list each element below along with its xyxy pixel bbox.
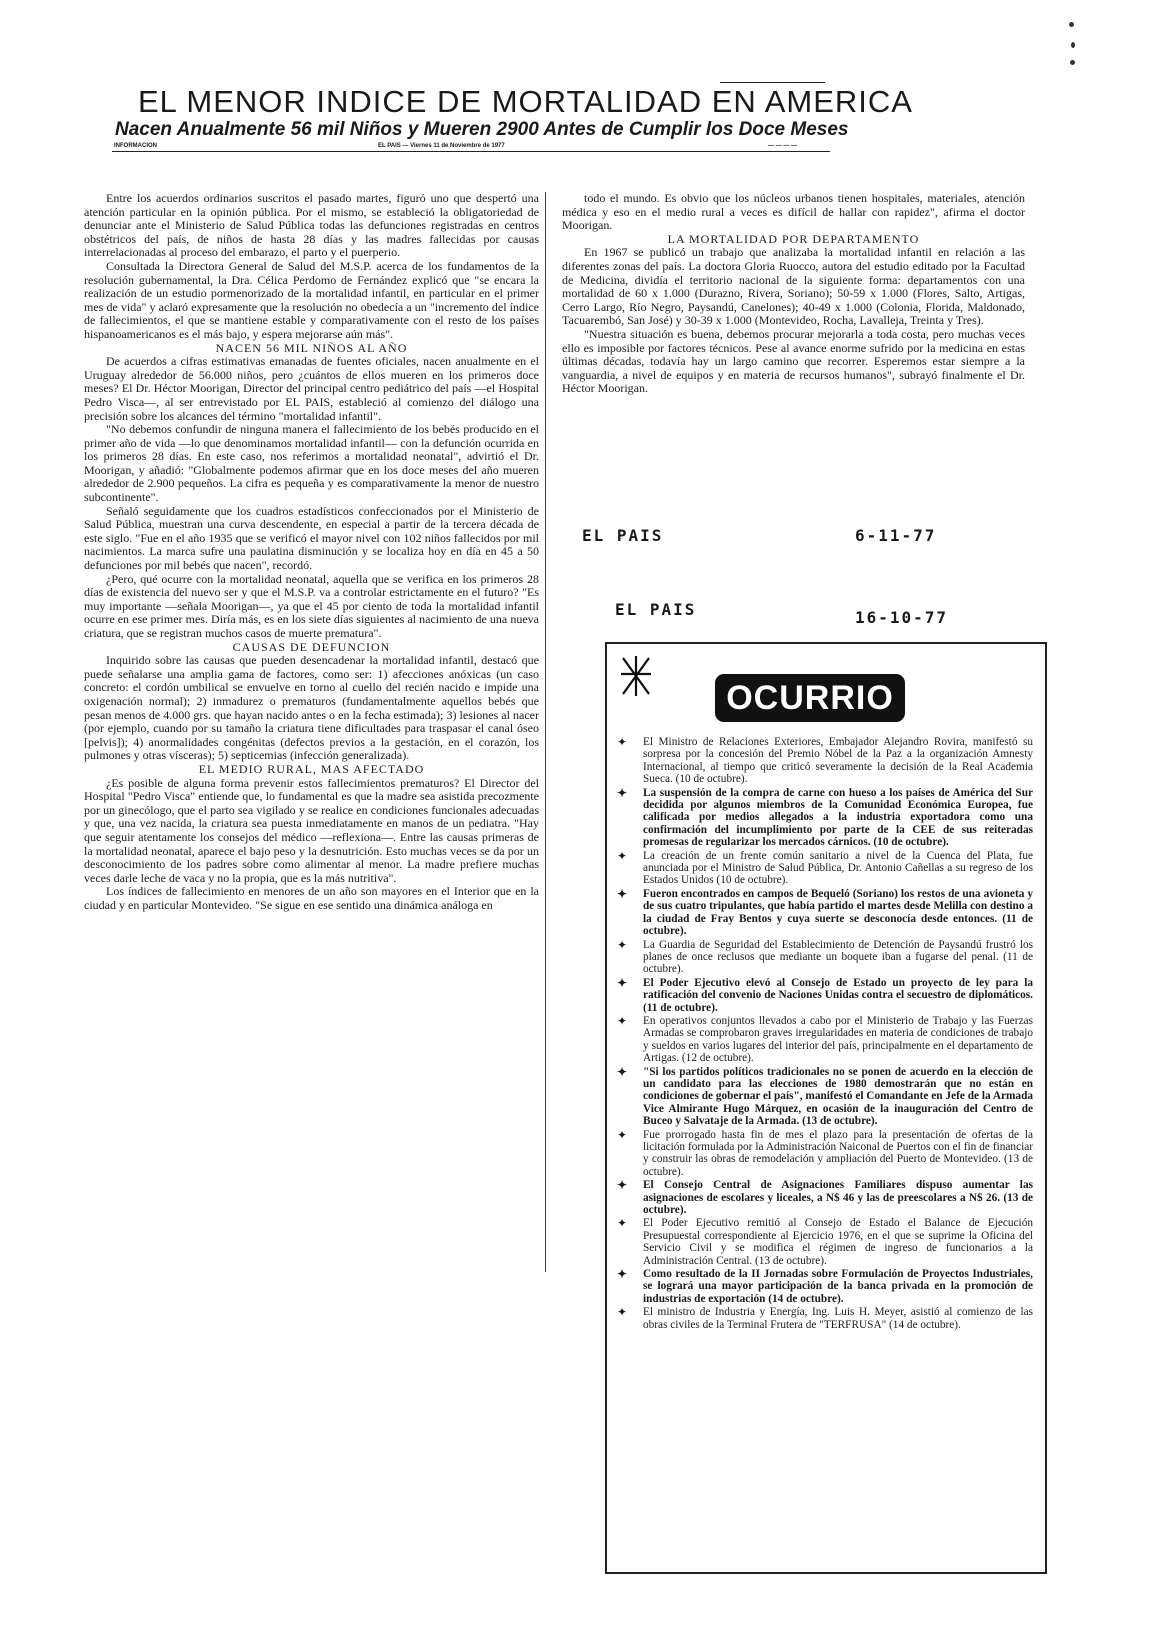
handwritten-date-2: 16-10-77 — [855, 608, 949, 627]
article-paragraph: ¿Es posible de alguna forma prevenir estos fallecimientos prematuros? El Director del Hospital "Pedro Visca" entiende que, lo fundamental es que la madre sea asistida precozmente por un ginecólogo, que el parto sea vigilado y se realice en condiciones funcionales adecuadas y que, una vez nacida, la criatura sea puesta inmediatamente en manos de un pediatra. "Hay que seguir atentamente los consejos del médico —reflexiona—. Entre las causas primeras de la mortalidad neonatal, aparece el bajo peso y la desnutrición. Esto muchas veces se da por un desconocimiento de los padres sobre como alimentar al menor. La madre prefiere muchas veces darle leche de vaca y no la propia, que es la más nutritiva". — [84, 775, 539, 885]
ocurrio-item-text: El Poder Ejecutivo elevó al Consejo de Estado un proyecto de ley para la ratificación del convenio de Naciones Unidas contra el secuestro de diplomáticos. (11 de octubre). — [643, 976, 1033, 1014]
article-paragraph: "Nuestra situación es buena, debemos procurar mejorarla a toda costa, pero muchas veces ello es imposible por factores técnicos. Pese al avance enorme sufrido por la medicina en estas últimas décadas, todavía hay un largo camino que recorrer. Esperemos estar siempre a la vanguardia, a nivel de equipos y en materia de recursos humanos", subrayó finalmente el Dr. Héctor Moorigan. — [562, 326, 1025, 396]
ocurrio-item — [617, 1178, 1033, 1217]
ocurrio-item — [617, 1216, 1033, 1267]
ocurrio-item-text: "Si los partidos políticos tradicionales no se ponen de acuerdo en la elección de un candidato para las elecciones de 1980 demostrarán que no están en condiciones de gobernar el país", manifestó el Comandante en Jefe de la Armada Vice Almirante Hugo Márquez, en ocasión de la inauguración del Centro de Buceo y Salvataje de la Armada. (13 de octubre). — [643, 1065, 1033, 1128]
ocurrio-item — [617, 1013, 1033, 1065]
ocurrio-item — [617, 886, 1033, 938]
article-paragraph: De acuerdos a cifras estimativas emanadas de fuentes oficiales, nacen anualmente en el Uruguay alrededor de 56.000 niños, pero ¿cuántos de ellos mueren en los primeros doce meses? El Dr. Héctor Moorigan, Director del principal centro pediátrico del país —el Hospital Pedro Visca—, al ser entrevistado por EL PAIS, estableció al comienzo del diálogo una precisión sobre los alcances del término "mortalidad infantil". — [84, 354, 539, 423]
bullet-icon: ✦ — [617, 1127, 628, 1142]
article-paragraph: ¿Pero, qué ocurre con la mortalidad neonatal, aquella que se verifica en los primeros 28 días de existencia del nuevo ser y que el M.S.P. va a controlar estrictamente en el futuro? "Es muy importante —señala Moorigan—, ya que el 45 por ciento de toda la mortalidad infantil ocurre en ese primer mes. Diría más, es en los siete días siguientes al nacimiento de una nueva criatura, que se registran muchos casos de muerte prematura". — [84, 571, 539, 640]
ocurrio-item-text: La Guardia de Seguridad del Establecimiento de Detención de Paysandú frustró los planes de once reclusos que mediante un boquete iban a fugarse del penal. (11 de octubre). — [643, 938, 1033, 976]
ocurrio-item — [617, 735, 1033, 786]
dateline-right: — — — — — [768, 143, 798, 149]
handwritten-source-2: EL PAIS — [615, 600, 697, 619]
column-divider — [545, 192, 546, 1272]
handwritten-date-1: 6-11-77 — [855, 526, 937, 545]
subheadline: Nacen Anualmente 56 mil Niños y Mueren 2900 Antes de Cumplir los Doce Meses — [115, 119, 849, 140]
ocurrio-item-text: El Ministro de Relaciones Exteriores, Embajador Alejandro Rovira, manifestó su sorpresa por la concesión del Premio Nóbel de la Paz a la organización Amnesty Internacional, al tiempo que criticó severamente la decisión de la Real Academia Sueca. (10 de octubre). — [643, 736, 1033, 786]
article-paragraph: Entre los acuerdos ordinarios suscritos el pasado martes, figuró uno que despertó una atención particular en la opinión pública. Por el mismo, se estableció la obligatoriedad de denunciar ante el Ministerio de Salud Pública todas las defunciones registradas en centros obstétricos del país, de niños de hasta 28 días y las madres fallecidas por causas interrelacionadas al proceso del embarazo, el parto y el puerperio. — [84, 192, 539, 260]
page-corner-marks — [1065, 16, 1095, 76]
article-subheading: LA MORTALIDAD POR DEPARTAMENTO — [667, 231, 920, 246]
ocurrio-item — [617, 785, 1033, 849]
bullet-icon: ✦ — [617, 848, 628, 863]
article-paragraph: Los índices de fallecimiento en menores de un año son mayores en el Interior que en la ciudad y en particular Montevideo. "Se sigue en ese sentido una dinámica análoga en — [84, 884, 539, 912]
bullet-icon: ✦ — [617, 1064, 628, 1079]
bullet-icon: ✦ — [617, 937, 628, 952]
article-paragraph: En 1967 se publicó un trabajo que analizaba la mortalidad infantil en relación a las diferentes zonas del país. La doctora Gloria Ruocco, autora del estudio editado por la Facultad de Medicina, dividía el territorio nacional de la siguiente forma: departamentos con una mortalidad de 60 x 1.000 (Durazno, Rivera, Soriano); 50-59 x 1.000 (Flores, Salto, Artigas, Cerro Largo, Río Negro, Paysandú, Canelones); 40-49 x 1.000 (Colonia, Florida, Maldonado, Tacuarembó, San José) y 30-39 x 1.000 (Montevideo, Rocha, Lavalleja, Treinta y Tres). — [562, 245, 1025, 328]
ocurrio-item-text: La suspensión de la compra de carne con hueso a los países de América del Sur decidida por algunos miembros de la Comunidad Económica Europea, fue calificada por medios allegados a la industria exportadora como una confirmación del incumplimiento por parte de la CEE de sus reiteradas promesas de regularizar los mercados cárnicos. (10 de octubre). — [643, 786, 1033, 849]
ocurrio-item-text: El Poder Ejecutivo remitió al Consejo de Estado el Balance de Ejecución Presupuestal correspondiente al Ejercicio 1976, en el que se suprime la Oficina del Servicio Civil y se modifica el régimen de ingreso de funcionarios a la Administración Central. (13 de octubre). — [643, 1217, 1033, 1267]
ocurrio-title: OCURRIO — [726, 678, 894, 717]
ocurrio-items — [617, 735, 1033, 1332]
dateline-rule — [112, 151, 830, 152]
article-paragraph: Consultada la Directora General de Salud del M.S.P. acerca de los fundamentos de la resolución gubernamental, la Dra. Célica Perdomo de Fernández explicó que "se encara la realización de un estudio pormenorizado de la mortalidad infantil, en particular en el primer mes de vida" y aclaró expresamente que la resolución no obedecía a un "incremento del índice de fallecimientos, el que se mantiene estable y comparativamente con el resto de los países hispanoamericanos es el más bajo, y espera mejorarse aún más". — [84, 258, 539, 341]
dateline: EL PAIS — Viernes 11 de Noviembre de 1977 — [378, 143, 505, 149]
article-right-column — [562, 192, 1025, 504]
bullet-icon: ✦ — [617, 975, 628, 990]
article-left-column — [84, 192, 539, 1272]
bullet-icon: ✦ — [617, 886, 628, 901]
ocurrio-item — [617, 937, 1033, 976]
bullet-icon: ✦ — [617, 735, 628, 749]
ocurrio-item-text: La creación de un frente común sanitario a nivel de la Cuenca del Plata, fue anunciada por el Ministro de Salud Pública, Dr. Antonio Cañellas a su regreso de los Estados Unidos (10 de octubre). — [643, 849, 1033, 887]
ocurrio-item — [617, 1127, 1033, 1179]
ocurrio-item-text: Fueron encontrados en campos de Bequeló (Soriano) los restos de una avioneta y de sus cuatro tripulantes, que había partido el martes desde Melilla con destino a la ciudad de Fray Bentos y cuya suerte se desconocía desde entonces. (11 de octubre). — [643, 887, 1033, 938]
handwritten-source-1: EL PAIS — [582, 526, 664, 545]
asterisk-mark-icon — [619, 654, 653, 698]
article-paragraph: todo el mundo. Es obvio que los núcleos urbanos tienen hospitales, materiales, atención médica y eso en el medio rural a veces es difícil de hallar con rapidez", afirma el doctor Moorigan. — [562, 192, 1025, 233]
article-paragraph: Inquirido sobre las causas que pueden desencadenar la mortalidad infantil, destacó que puede señalarse una amplia gama de factores, como ser: 1) afecciones anóxicas (un caso concreto: el cordón umbilical se envuelve en torno al cuello del recién nacido e impide una oxigenación normal); 2) inmadurez o prematuros (fundamentalmente aquellos bebés que pesan menos de 4.000 grs. que hayan nacido antes o en la fecha estimada); 3) lesiones al nacer (por ejemplo, cuando por su tamaño la criatura tiene dificultades para traspasar el canal óseo [pelvis]); 4) anormalidades congénitas (defectos previos a la gestación, en el corazón, los pulmones y otras vísceras); 5) septicemias (infección generalizada). — [84, 653, 539, 763]
ocurrio-item-text: El ministro de Industria y Energía, Ing. Luis H. Meyer, asistió al comienzo de las obras civiles de la Terminal Frutera de "TERFRUSA" (14 de octubre). — [643, 1306, 1033, 1331]
bullet-icon: ✦ — [617, 1216, 628, 1231]
ocurrio-item-text: El Consejo Central de Asignaciones Familiares dispuso aumentar las asignaciones de escolares y liceales, a N$ 46 y las de preescolares a N$ 26. (13 de octubre). — [643, 1179, 1033, 1217]
ocurrio-item-text: Como resultado de la II Jornadas sobre Formulación de Proyectos Industriales, se logrará una mayor participación de la banca privada en la promoción de industrias de exportación (14 de octubre). — [643, 1268, 1033, 1305]
ocurrio-item — [617, 975, 1033, 1014]
headline-rule — [720, 82, 825, 83]
ocurrio-item-text: En operativos conjuntos llevados a cabo por el Ministerio de Trabajo y las Fuerzas Armadas se comprobaron graves irregularidades en materia de condiciones de trabajo y sueldos en varios lugares del interior del país, principalmente en el departamento de Artigas. (12 de octubre). — [643, 1014, 1033, 1065]
section-label: INFORMACION — [114, 143, 157, 149]
headline: EL MENOR INDICE DE MORTALIDAD EN AMERICA — [138, 84, 913, 119]
article-paragraph: "No debemos confundir de ninguna manera el fallecimiento de los bebés producido en el primer año de vida —lo que denominamos mortalidad infantil— con la defunción ocurrida en los primeros 28 días. En este caso, nos referimos a mortalidad neonatal", advirtió el Dr. Moorigan, y añadió: "Globalmente podemos afirmar que en los doce meses del año mueren alrededor de 2.900 pequeños. La cifra es pequeña y es comparativamente la menor de nuestro subcontinente". — [84, 422, 539, 505]
bullet-icon: ✦ — [617, 1013, 628, 1028]
bullet-icon: ✦ — [617, 1305, 628, 1320]
ocurrio-item — [617, 1267, 1033, 1305]
ocurrio-item-text: Fue prorrogado hasta fin de mes el plazo para la presentación de ofertas de la licitación formulada por la Administración Naiconal de Puertos con el fin de financiar y construir las obras de remodelación y ampliación del Puerto de Montevideo. (13 de octubre). — [643, 1128, 1033, 1178]
article-subheading: CAUSAS DE DEFUNCION — [232, 639, 391, 654]
ocurrio-title-badge — [715, 674, 905, 722]
ocurrio-item — [617, 848, 1033, 887]
ocurrio-box — [605, 642, 1047, 1574]
article-subheading: NACEN 56 MIL NIÑOS AL AÑO — [215, 340, 408, 355]
bullet-icon: ✦ — [617, 785, 628, 800]
bullet-icon: ✦ — [617, 1267, 628, 1282]
article-subheading: EL MEDIO RURAL, MAS AFECTADO — [198, 761, 425, 776]
ocurrio-item — [617, 1305, 1033, 1331]
ocurrio-item — [617, 1064, 1033, 1128]
bullet-icon: ✦ — [617, 1178, 628, 1193]
article-paragraph: Señaló seguidamente que los cuadros estadísticos confeccionados por el Ministerio de Salud Pública, muestran una curva descendente, en especial a partir de la tercera década de este siglo. "Fue en el año 1935 que se verificó el mayor nivel con 102 niños fallecidos por mil nacimientos. La marca sufre una paulatina disminución y se localiza hoy en día en 45 a 50 defunciones por mil bebés que nacen", recordó. — [84, 503, 539, 573]
